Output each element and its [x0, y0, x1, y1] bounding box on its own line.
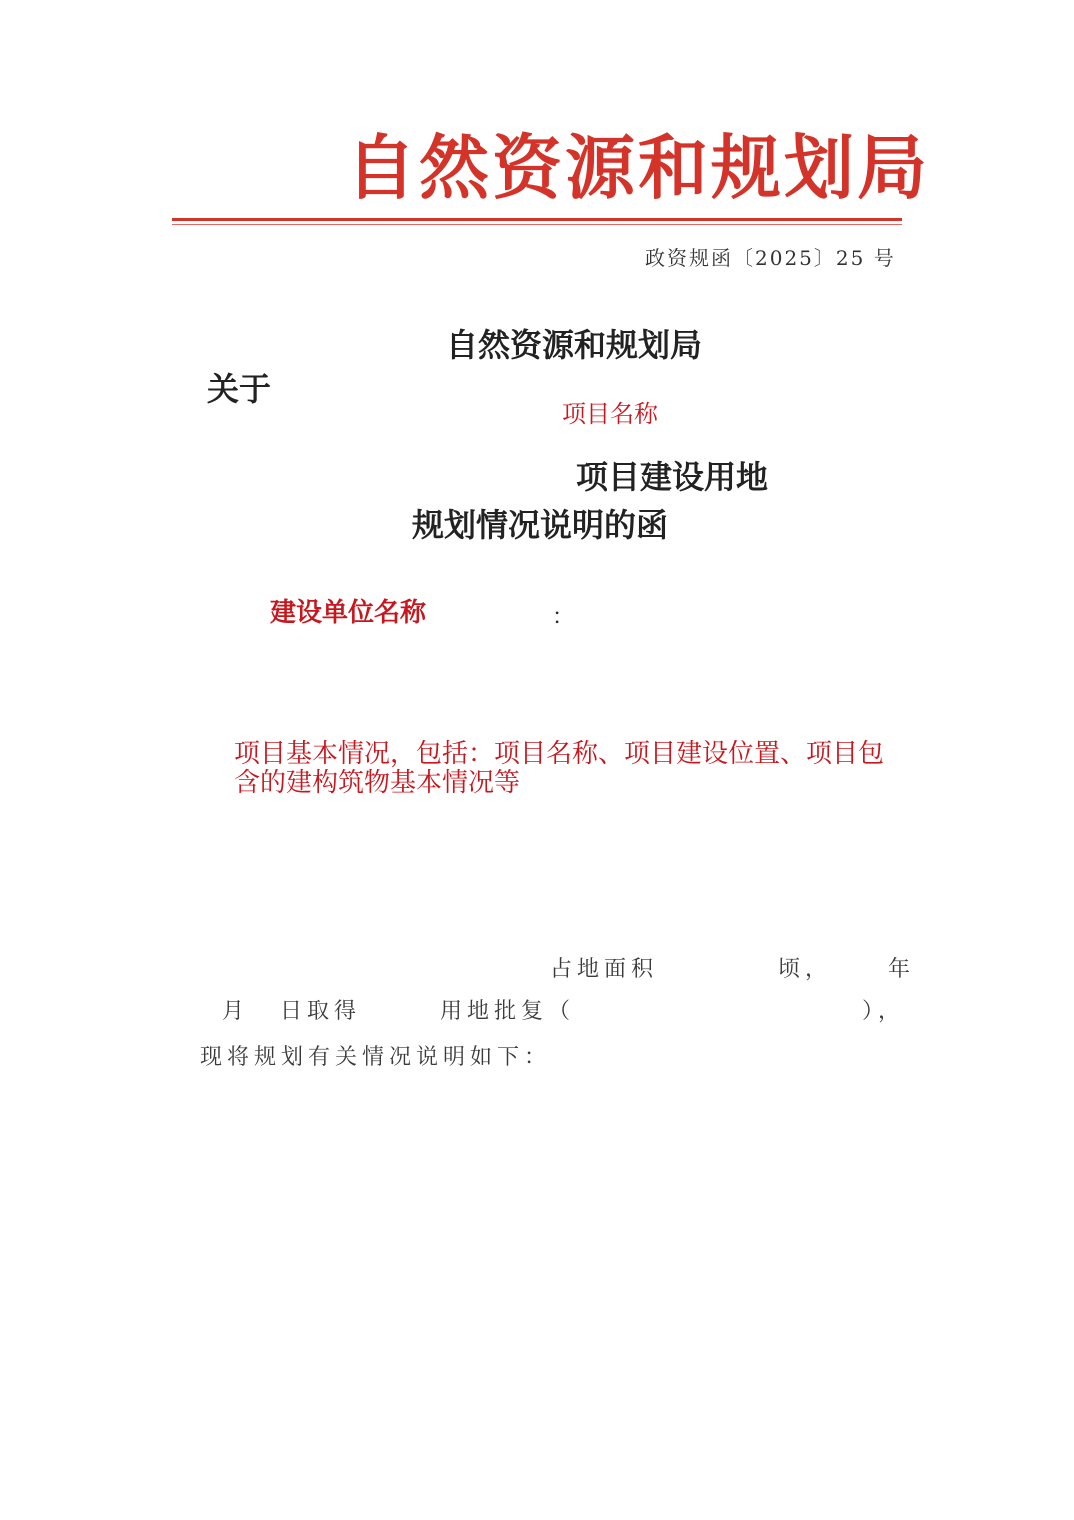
title-about: 关于: [207, 370, 272, 408]
month-label: 月: [222, 999, 250, 1024]
area-label: 占地面积: [550, 957, 659, 982]
title-line-land-use: 项目建设用地: [576, 458, 769, 496]
land-approval-close: ），: [862, 999, 906, 1024]
title-line-planning-letter: 规划情况说明的函: [412, 506, 669, 544]
day-obtained-label: 日取得: [280, 999, 362, 1024]
project-description-placeholder: 项目基本情况，包括：项目名称、项目建设位置、项目包含的建构筑物基本情况等: [234, 739, 885, 798]
area-unit: 顷，: [778, 957, 833, 982]
letterhead-title: 自然资源和规划局: [346, 126, 930, 209]
title-project-name-placeholder: 项目名称: [562, 400, 658, 428]
title-organization: 自然资源和规划局: [446, 326, 703, 364]
addressee-colon: ：: [552, 605, 575, 630]
year-label: 年: [888, 957, 916, 982]
land-approval-label: 用地批复（: [440, 999, 576, 1024]
addressee-placeholder: 建设单位名称: [270, 598, 427, 628]
letterhead-red-rule: [172, 218, 902, 221]
document-number: 政资规函〔2025〕25 号: [645, 246, 896, 270]
letterhead-red-rule-thin: [172, 224, 902, 225]
intro-sentence: 现将规划有关情况说明如下：: [200, 1045, 552, 1070]
